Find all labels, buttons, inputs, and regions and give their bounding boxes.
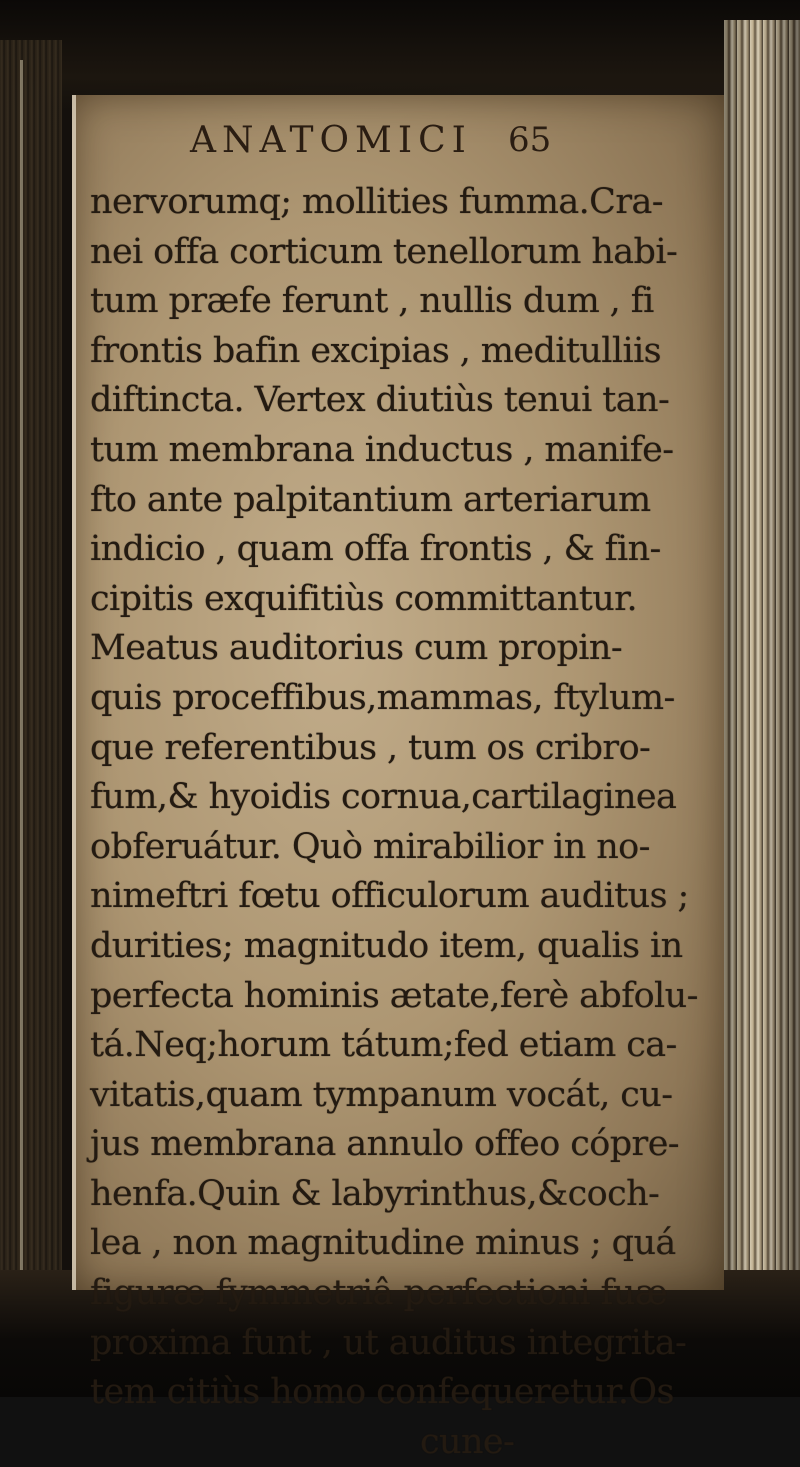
text-line: durities; magnitudo item, qualis in — [90, 925, 683, 966]
text-line: perfecta hominis ætate,ferè abfolu- — [90, 975, 698, 1016]
text-line: cipitis exquifitiùs committantur. — [90, 578, 637, 619]
text-line: tum præfe ferunt , nullis dum , fi — [90, 281, 654, 322]
right-edges-shading — [724, 20, 800, 1310]
text-line: diftincta. Vertex diutiùs tenui tan- — [90, 380, 670, 421]
text-line: nei offa corticum tenellorum habi- — [90, 231, 678, 272]
body-text — [90, 178, 710, 1467]
text-line: que referentibus , tum os cribro- — [90, 727, 651, 768]
text-line: lea , non magnitudine minus ; quá — [90, 1223, 676, 1264]
page-number: 65 — [508, 120, 552, 160]
text-line: fum,& hyoidis cornua,cartilaginea — [90, 777, 677, 818]
page-left-border — [72, 95, 76, 1290]
text-line: fto ante palpitantium arteriarum — [90, 479, 651, 520]
text-line: tem citiùs homo confequeretur.Os — [90, 1372, 674, 1413]
left-edge-rule — [20, 60, 23, 1320]
text-line: frontis bafin excipias , meditulliis — [90, 330, 662, 371]
text-line: indicio , quam offa frontis , & fin- — [90, 529, 661, 570]
text-line: obferuátur. Quò mirabilior in no- — [90, 826, 650, 867]
text-line: vitatis,quam tympanum vocát, cu- — [90, 1074, 673, 1115]
text-line: quis proceffibus,mammas, ftylum- — [90, 677, 675, 718]
text-line: nervorumq; mollities fumma.Cra- — [90, 182, 663, 222]
text-line: jus membrana annulo offeo cópre- — [90, 1124, 680, 1165]
text-line: nimeftri fœtu officulorum auditus ; — [90, 876, 689, 917]
top-shadow — [0, 0, 800, 110]
running-title: ANATOMICI — [190, 120, 472, 161]
left-page-edges — [0, 40, 62, 1340]
page-header — [190, 120, 670, 172]
text-line: tá.Neq;horum tátum;fed etiam ca- — [90, 1025, 677, 1066]
text-line: Meatus auditorius cum propin- — [90, 628, 623, 669]
text-line: henfa.Quin & labyrinthus,&coch- — [90, 1173, 660, 1214]
text-line: proxima funt , ut auditus integrita- — [90, 1322, 687, 1363]
text-line: figuræ fymmetriâ perfectioni fuæ — [90, 1273, 668, 1314]
catchword: cune- — [420, 1421, 515, 1462]
text-line: tum membrana inductus , manife- — [90, 429, 674, 470]
